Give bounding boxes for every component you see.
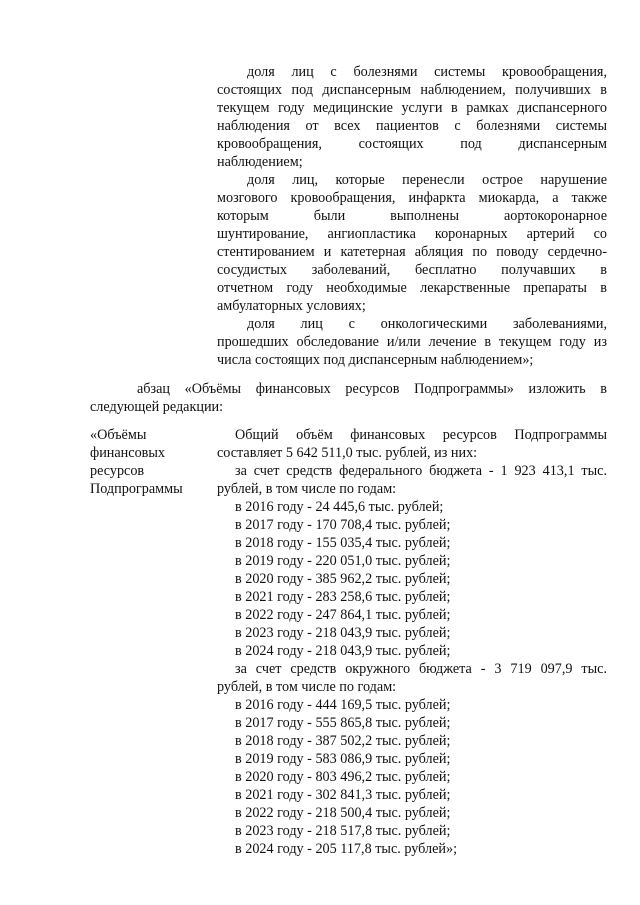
indicators-block bbox=[0, 0, 640, 360]
label-line: «Объёмы bbox=[90, 427, 147, 443]
text-line: отчетном году необходимые лекарственные препараты в bbox=[217, 280, 607, 296]
finance-line: Общий объём финансовых ресурсов Подпрограммы bbox=[235, 427, 607, 443]
text-line: текущем году медицинские услуги в рамках диспансерного bbox=[217, 100, 607, 116]
text-line: состоящих под диспансерным наблюдением, получивших в bbox=[217, 82, 607, 98]
text-line: доля лиц, которые перенесли острое нарушение bbox=[247, 172, 607, 188]
text-line: шунтирование, ангиопластика коронарных артерий со bbox=[217, 226, 607, 242]
finance-year-line: в 2022 году - 218 500,4 тыс. рублей; bbox=[235, 805, 451, 821]
finance-line: рублей, в том числе по годам: bbox=[217, 481, 397, 497]
text-line: амбулаторных условиях; bbox=[217, 298, 366, 314]
label-line: ресурсов bbox=[90, 463, 145, 479]
finance-year-line: в 2021 году - 302 841,3 тыс. рублей; bbox=[235, 787, 451, 803]
label-line: финансовых bbox=[90, 445, 165, 461]
finance-year-line: в 2024 году - 218 043,9 тыс. рублей; bbox=[235, 643, 451, 659]
finance-year-line: в 2016 году - 24 445,6 тыс. рублей; bbox=[235, 499, 444, 515]
finance-year-line: в 2019 году - 220 051,0 тыс. рублей; bbox=[235, 553, 451, 569]
instruction-line: абзац «Объёмы финансовых ресурсов Подпрограммы» изложить в bbox=[137, 381, 607, 397]
text-line: которым были выполнены аортокоронарное bbox=[217, 208, 607, 224]
finance-year-line: в 2018 году - 155 035,4 тыс. рублей; bbox=[235, 535, 451, 551]
finance-year-line: в 2023 году - 218 043,9 тыс. рублей; bbox=[235, 625, 451, 641]
text-line: числа состоящих под диспансерным наблюдением»; bbox=[217, 352, 534, 368]
text-line: кровообращения, состоящих под диспансерным bbox=[217, 136, 607, 152]
text-line: мозгового кровообращения, инфаркта миокарда, а также bbox=[217, 190, 607, 206]
finance-year-line: в 2022 году - 247 864,1 тыс. рублей; bbox=[235, 607, 451, 623]
text-line: доля лиц с онкологическими заболеваниями, bbox=[247, 316, 607, 332]
text-line: наблюдением; bbox=[217, 154, 303, 170]
instruction-line: следующей редакции: bbox=[90, 399, 224, 415]
finance-year-line: в 2023 году - 218 517,8 тыс. рублей; bbox=[235, 823, 451, 839]
finance-year-line: в 2020 году - 803 496,2 тыс. рублей; bbox=[235, 769, 451, 785]
finance-line: за счет средств окружного бюджета - 3 719 097,9 тыс. bbox=[235, 661, 607, 677]
text-line: доля лиц с болезнями системы кровообращения, bbox=[247, 64, 607, 80]
finance-year-line: в 2020 году - 385 962,2 тыс. рублей; bbox=[235, 571, 451, 587]
finance-line: рублей, в том числе по годам: bbox=[217, 679, 397, 695]
finance-year-line: в 2021 году - 283 258,6 тыс. рублей; bbox=[235, 589, 451, 605]
finance-year-line: в 2019 году - 583 086,9 тыс. рублей; bbox=[235, 751, 451, 767]
text-line: наблюдения от всех пациентов с болезнями системы bbox=[217, 118, 607, 134]
finance-year-line: в 2017 году - 555 865,8 тыс. рублей; bbox=[235, 715, 451, 731]
finance-year-line: в 2018 году - 387 502,2 тыс. рублей; bbox=[235, 733, 451, 749]
finance-year-line: в 2017 году - 170 708,4 тыс. рублей; bbox=[235, 517, 451, 533]
finance-line: составляет 5 642 511,0 тыс. рублей, из них: bbox=[217, 445, 478, 461]
text-line: прошедших обследование и/или лечение в текущем году из bbox=[217, 334, 607, 350]
text-line: сосудистых заболеваний, бесплатно получавших в bbox=[217, 262, 607, 278]
text-line: стентированием и катетерная абляция по поводу сердечно- bbox=[217, 244, 607, 260]
finance-year-line: в 2024 году - 205 117,8 тыс. рублей»; bbox=[235, 841, 458, 857]
label-line: Подпрограммы bbox=[90, 481, 183, 497]
finance-year-line: в 2016 году - 444 169,5 тыс. рублей; bbox=[235, 697, 451, 713]
finance-line: за счет средств федерального бюджета - 1 923 413,1 тыс. bbox=[235, 463, 607, 479]
